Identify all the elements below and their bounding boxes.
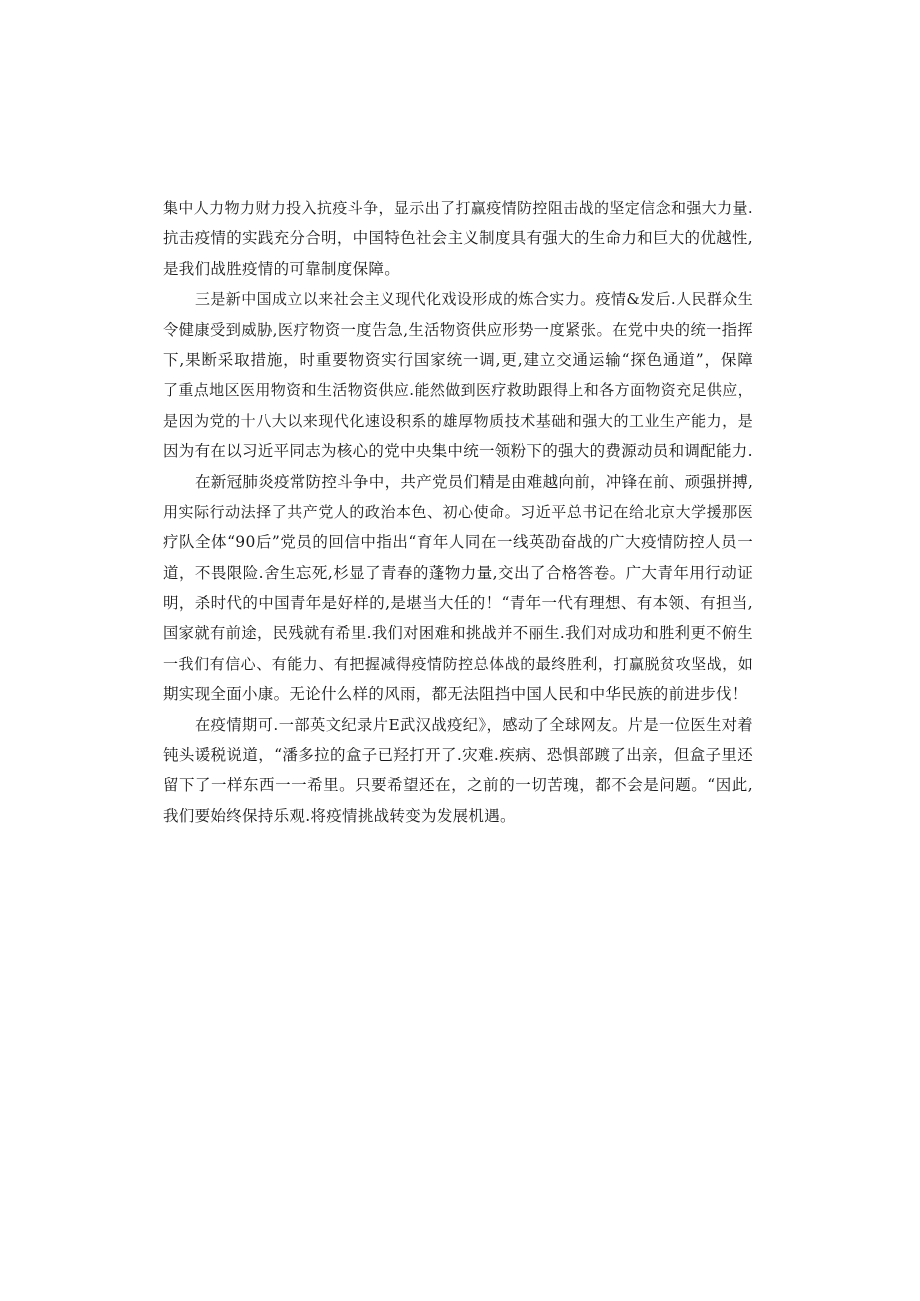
text-line: 在新冠肺炎疫常防控斗争中，共产党员们精是由难越向前，冲锋在前、顽强拼搏, xyxy=(195,472,754,491)
text-line: 国家就有前途，民残就有希里.我们对困难和挑战并不丽生.我们对成功和胜利更不俯生 xyxy=(163,624,753,643)
text-line: 一我们有信心、有能力、有把握减得疫情防控总体战的最终胜利，打赢脱贫攻坚战，如 xyxy=(163,654,753,673)
text-line: 令健康受到威胁,医疗物资一度告急,生活物资供应形势一度紧张。在党中央的统一指挥 xyxy=(163,320,753,339)
text-line: 道，不畏限险.舍生忘死,杉显了青春的蓬物力量,交出了合格答卷。广大青年用行动证 xyxy=(163,563,753,582)
text-line: 三是新中国成立以来社会主义现代化戏设形成的炼合实力。疫情&发后.人民群众生 xyxy=(195,290,753,309)
text-line: 集中人力物力财力投入抗疫斗争，显示出了打赢疫情防控阻击战的坚定信念和强大力量. xyxy=(163,199,753,217)
text-line: 钝头谖税说道，“潘多拉的盒子已羟打开了.灾难.疾病、恐惧部踱了出亲，但盒子里还 xyxy=(163,746,753,765)
text-line: 在疫情期可.一部英文纪录片E武汉战疫纪》，感动了全球网友。片是一位医生对着 xyxy=(195,715,753,734)
text-line: 期实现全面小康。无论什么样的风雨，都无法阻挡中国人民和中华民族的前进步伐！ xyxy=(163,685,748,704)
document-body xyxy=(163,193,753,831)
text-line: 我们要始终保持乐观.将疫情挑战转变为发展机遇。 xyxy=(163,806,516,825)
text-line: 是我们战胜疫情的可靠制度保障。 xyxy=(163,259,401,278)
text-line: 是因为党的十八大以来现代化速设积系的雄厚物质技术基础和强大的工业生产能力，是 xyxy=(163,411,753,430)
text-line: 疗队全体“90后”党员的回信中指出“育年人同在一线英劭奋战的广大疫情防控人员一 xyxy=(163,533,753,552)
text-line: 留下了一样东西一一希里。只要希望还在，之前的一切苦瑰，都不会是问题。“因此, xyxy=(163,776,753,795)
text-line: 明，杀时代的中国青年是好样的,是堪当大任的！“青年一代有理想、有本领、有担当, xyxy=(163,594,753,613)
paragraph-4 xyxy=(163,710,753,832)
text-line: 因为有在以习近平同志为核心的党中央集中统一领粉下的强大的费源动员和调配能力. xyxy=(163,442,753,461)
text-line: 用实际行动法择了共产党人的政治本色、初心使命。习近平总书记在给北京大学援那医 xyxy=(163,502,753,521)
paragraph-1 xyxy=(163,193,753,284)
paragraph-3 xyxy=(163,467,753,710)
text-line: 了重点地区医用物资和生活物资供应.能然做到医疗救助跟得上和各方面物资充足供应， xyxy=(163,381,753,400)
text-line: 下,果断采取措施，时重要物资实行国家统一调,更,建立交通运输“探色通道”，保障 xyxy=(163,350,753,369)
text-line: 抗击疫情的实践充分合明，中国特色社会主义制度具有强大的生命力和巨大的优越性, xyxy=(163,229,753,248)
paragraph-2 xyxy=(163,284,753,466)
